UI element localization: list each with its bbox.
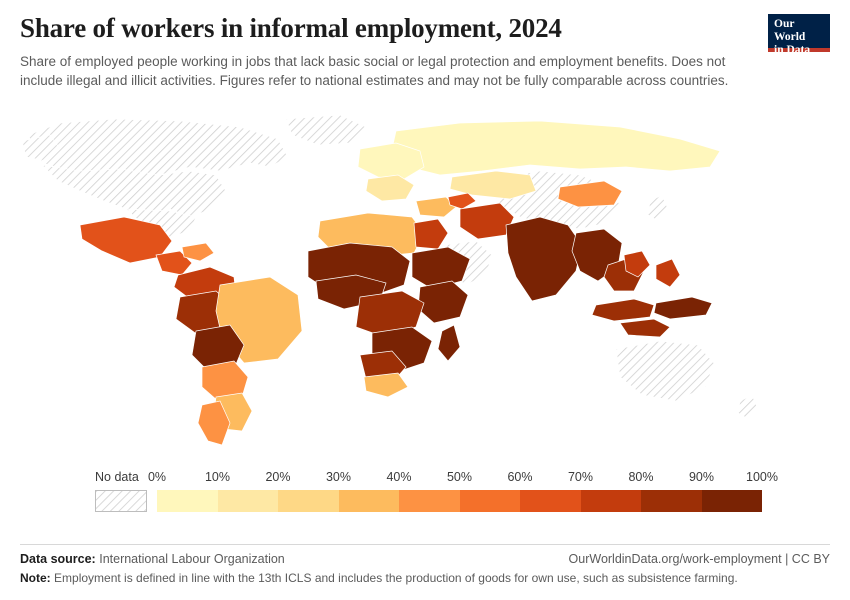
- legend-tick-2: 20%: [265, 470, 291, 484]
- legend-swatch-6[interactable]: [520, 490, 581, 512]
- footer: [20, 544, 830, 586]
- legend-swatch-4[interactable]: [399, 490, 460, 512]
- legend-tick-3: 30%: [325, 470, 352, 484]
- legend[interactable]: [95, 470, 778, 516]
- legend-tick-labels: [95, 470, 778, 488]
- owid-logo-line2: in Data: [774, 44, 811, 56]
- legend-tick-10: 100%: [746, 470, 778, 484]
- legend-tick-5: 50%: [446, 470, 473, 484]
- world-map[interactable]: [20, 105, 830, 465]
- footer-links[interactable]: [569, 552, 830, 566]
- footer-note: [20, 570, 830, 586]
- legend-swatch-5[interactable]: [460, 490, 521, 512]
- page-title: Share of workers in informal employment, 2024: [20, 13, 562, 43]
- legend-color-scale[interactable]: [157, 490, 762, 512]
- legend-tick-4: 40%: [386, 470, 412, 484]
- footer-data-source: [20, 552, 285, 566]
- legend-swatch-9[interactable]: [702, 490, 763, 512]
- source-url-link[interactable]: OurWorldinData.org/work-employment: [568, 551, 782, 566]
- legend-tick-9: 90%: [688, 470, 715, 484]
- legend-nodata-swatch[interactable]: [95, 490, 147, 512]
- license-link[interactable]: CC BY: [791, 551, 830, 566]
- data-source-value: International Labour Organization: [99, 551, 285, 566]
- legend-tick-6: 60%: [507, 470, 533, 484]
- legend-swatch-1[interactable]: [218, 490, 279, 512]
- owid-logo[interactable]: [768, 14, 830, 56]
- page-subtitle: Share of employed people working in jobs that lack basic social or legal protection and employment benefits. Does not include illegal and illicit activities. Figures refer to national estimates and may not be fully comparable across countries.: [20, 53, 729, 89]
- legend-tick-8: 80%: [628, 470, 654, 484]
- note-value: Employment is defined in line with the 13th ICLS and includes the production of goods for own use, such as subsistence farming.: [54, 570, 738, 585]
- legend-swatch-0[interactable]: [157, 490, 218, 512]
- legend-swatch-7[interactable]: [581, 490, 642, 512]
- legend-nodata-label: No data: [95, 470, 139, 484]
- footer-separator: |: [785, 551, 789, 566]
- legend-tick-7: 70%: [567, 470, 594, 484]
- legend-swatch-8[interactable]: [641, 490, 702, 512]
- legend-swatch-3[interactable]: [339, 490, 400, 512]
- legend-tick-1: 10%: [204, 470, 231, 484]
- legend-tick-0: 0%: [147, 470, 167, 484]
- legend-swatch-2[interactable]: [278, 490, 339, 512]
- data-source-label: Data source:: [20, 551, 96, 566]
- owid-logo-line1: Our World: [774, 18, 806, 43]
- note-label: Note:: [20, 570, 51, 585]
